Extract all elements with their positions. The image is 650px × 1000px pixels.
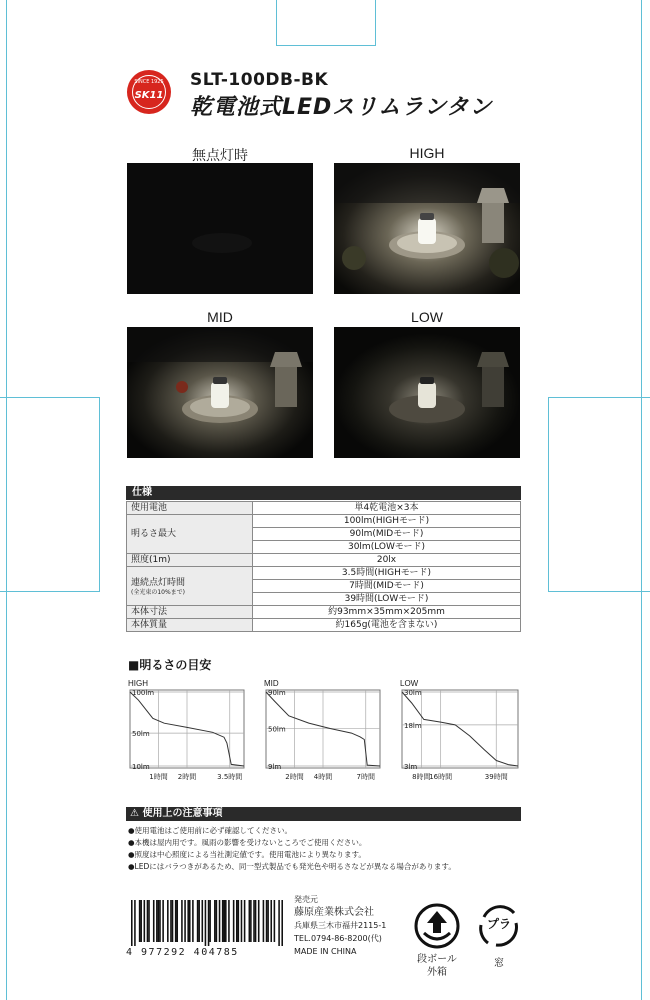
sk11-logo [127, 70, 171, 114]
caution-list [128, 825, 528, 873]
spec-key: 照度(1m) [127, 554, 253, 567]
chart-xtick-label: 1時間 [149, 773, 168, 781]
barcode-bar [267, 900, 269, 942]
die-cut-edge-right [641, 0, 642, 1000]
chart-xtick-label: 39時間 [484, 773, 508, 781]
chart-ytick-label: 50lm [132, 730, 150, 739]
chart-low [400, 688, 520, 784]
spec-key-runtime [127, 567, 253, 606]
barcode-bar [250, 900, 252, 942]
chart-title-mid: MID [264, 679, 279, 688]
barcode-number: 4 977292 404785 [126, 947, 239, 958]
barcode-bar [238, 900, 240, 942]
photo-mid [127, 327, 313, 458]
barcode-bar [223, 900, 225, 942]
chart-ytick-label: 18lm [404, 721, 422, 730]
spec-key: 連続点灯時間 [131, 577, 186, 588]
spec-row-brightness [127, 515, 521, 528]
chart-xtick-label: 7時間 [356, 773, 375, 781]
barcode-bar [253, 900, 255, 942]
photo-label-off: 無点灯時 [192, 147, 248, 163]
barcode-bar [192, 900, 194, 942]
chart-xtick-label: 16時間 [429, 773, 453, 781]
chart-ytick-label: 10lm [132, 763, 150, 771]
barcode [131, 900, 283, 946]
barcode-bar [187, 900, 189, 942]
chart-mid [264, 688, 382, 784]
chart-ytick-label: 30lm [404, 689, 422, 697]
barcode-bar [281, 900, 283, 946]
barcode-bar [131, 900, 133, 946]
barcode-bar [170, 900, 172, 942]
spec-value: 90lm(MIDモード) [253, 528, 521, 541]
spec-key-note: (全光束の10%まで) [131, 588, 186, 596]
barcode-bar [236, 900, 238, 942]
barcode-bar [147, 900, 149, 942]
plastic-recycle-icon [476, 903, 522, 949]
barcode-bar [219, 900, 221, 942]
die-cut-top [276, 0, 376, 46]
logo-since-text: SINCE 1925 [134, 79, 164, 85]
barcode-bar [244, 900, 246, 942]
spec-table [126, 501, 521, 632]
chart-title-low: LOW [400, 679, 419, 688]
chart-ytick-label: 3lm [404, 763, 418, 771]
spec-row-runtime [127, 567, 521, 580]
caution-title-bar [126, 807, 521, 821]
barcode-bar [158, 900, 160, 942]
barcode-bar [274, 900, 276, 942]
die-cut-right [548, 397, 650, 592]
chart-xtick-label: 2時間 [177, 773, 197, 781]
spec-title: 仕様 [126, 486, 521, 500]
barcode-bar [148, 900, 150, 942]
barcode-bar [153, 900, 155, 942]
chart-xtick-label: 2時間 [285, 773, 304, 781]
brightness-guide-title: ■明るさの目安 [128, 658, 212, 672]
spec-value: 約165g(電池を含まない) [253, 619, 521, 632]
barcode-bar [167, 900, 169, 942]
warning-icon: ⚠ [130, 808, 139, 819]
spec-row-illuminance [127, 554, 521, 567]
spec-key: 本体寸法 [127, 606, 253, 619]
spec-value: 単4乾電池×3本 [253, 502, 521, 515]
chart-ytick-label: 90lm [268, 689, 286, 697]
barcode-bar [184, 900, 186, 942]
caution-title: 使用上の注意事項 [142, 808, 223, 819]
barcode-bar [249, 900, 251, 942]
barcode-bar [266, 900, 268, 942]
barcode-bar [197, 900, 199, 942]
chart-xtick-label: 4時間 [313, 773, 333, 781]
barcode-bar [189, 900, 191, 942]
chart-title-high: HIGH [128, 679, 148, 688]
barcode-bar [278, 900, 280, 946]
product-name: 乾電池式LEDスリムランタン [190, 95, 493, 120]
chart-high [128, 688, 246, 784]
caution-item: ●照度は中心照度による当社測定値です。使用電池により異なります。 [128, 850, 366, 859]
barcode-bar [222, 900, 224, 942]
plastic-recycle-mark [474, 903, 524, 970]
barcode-bar [175, 900, 177, 942]
caution-item: ●使用電池はご使用前に必ず確認してください。 [128, 826, 293, 835]
cardboard-recycle-mark [412, 903, 462, 979]
spec-row-mass [127, 619, 521, 632]
photo-low [334, 327, 520, 458]
spec-value: 約93mm×35mm×205mm [253, 606, 521, 619]
spec-value: 7時間(MIDモード) [253, 580, 521, 593]
spec-value: 39時間(LOWモード) [253, 593, 521, 606]
model-number: SLT-100DB-BK [190, 70, 329, 90]
maker-address: 兵庫県三木市福井2115-1 [294, 921, 387, 930]
maker-company: 藤原産業株式会社 [294, 907, 374, 918]
spec-key: 使用電池 [127, 502, 253, 515]
logo-brand-text: SK11 [134, 90, 164, 101]
plastic-mark-text: プラ [486, 917, 511, 931]
barcode-bar [216, 900, 218, 942]
barcode-bar [270, 900, 272, 942]
photo-label-high: HIGH [409, 145, 445, 161]
barcode-bar [233, 900, 235, 942]
photo-high [334, 163, 520, 294]
barcode-bar [156, 900, 158, 942]
barcode-bar [202, 900, 204, 942]
barcode-bar [159, 900, 161, 942]
barcode-bar [139, 900, 141, 942]
chart-ytick-label: 9lm [268, 763, 282, 771]
plastic-label: 窓 [494, 958, 504, 969]
barcode-bar [140, 900, 142, 942]
chart-xtick-label: 3.5時間 [217, 773, 243, 781]
barcode-bar [225, 900, 227, 942]
spec-key: 本体質量 [127, 619, 253, 632]
maker-tel: TEL.0794-86-8200(代) [294, 934, 382, 943]
maker-info [294, 893, 386, 958]
barcode-bar [162, 900, 164, 942]
cardboard-label-line2: 外箱 [427, 967, 447, 978]
barcode-bar [181, 900, 183, 942]
caution-item: ●本機は屋内用です。風雨の影響を受けないところでご使用ください。 [128, 838, 367, 847]
barcode-bar [209, 900, 211, 942]
barcode-bar [214, 900, 216, 942]
barcode-bar [198, 900, 200, 942]
spec-value: 30lm(LOWモード) [253, 541, 521, 554]
chart-xtick-label: 8時間 [412, 773, 431, 781]
barcode-bar [205, 900, 207, 946]
barcode-bar [263, 900, 265, 942]
barcode-bar [208, 900, 210, 946]
photo-label-low: LOW [411, 309, 443, 325]
barcode-bar [241, 900, 243, 942]
barcode-bar [228, 900, 230, 942]
chart-ytick-label: 50lm [268, 725, 286, 734]
barcode-bar [176, 900, 178, 942]
spec-value: 20lx [253, 554, 521, 567]
barcode-bar [258, 900, 260, 942]
barcode-bar [144, 900, 146, 942]
spec-key: 明るさ最大 [127, 515, 253, 554]
cardboard-label-line1: 段ボール [417, 954, 457, 965]
maker-origin: MADE IN CHINA [294, 947, 357, 956]
photo-off [127, 163, 313, 294]
die-cut-edge-left [6, 0, 7, 1000]
spec-value: 3.5時間(HIGHモード) [253, 567, 521, 580]
caution-item: ●LEDにはバラつきがあるため、同一型式製品でも発光色や明るさなどが異なる場合があります。 [128, 862, 456, 871]
chart-ytick-label: 100lm [132, 689, 155, 697]
spec-row-battery [127, 502, 521, 515]
maker-label: 発売元 [294, 895, 318, 904]
barcode-bar [134, 900, 136, 946]
photo-label-mid: MID [207, 309, 233, 325]
cardboard-recycle-icon [414, 903, 460, 949]
die-cut-left [0, 397, 100, 592]
spec-value: 100lm(HIGHモード) [253, 515, 521, 528]
spec-row-size [127, 606, 521, 619]
barcode-bar [172, 900, 174, 942]
barcode-bar [255, 900, 257, 942]
